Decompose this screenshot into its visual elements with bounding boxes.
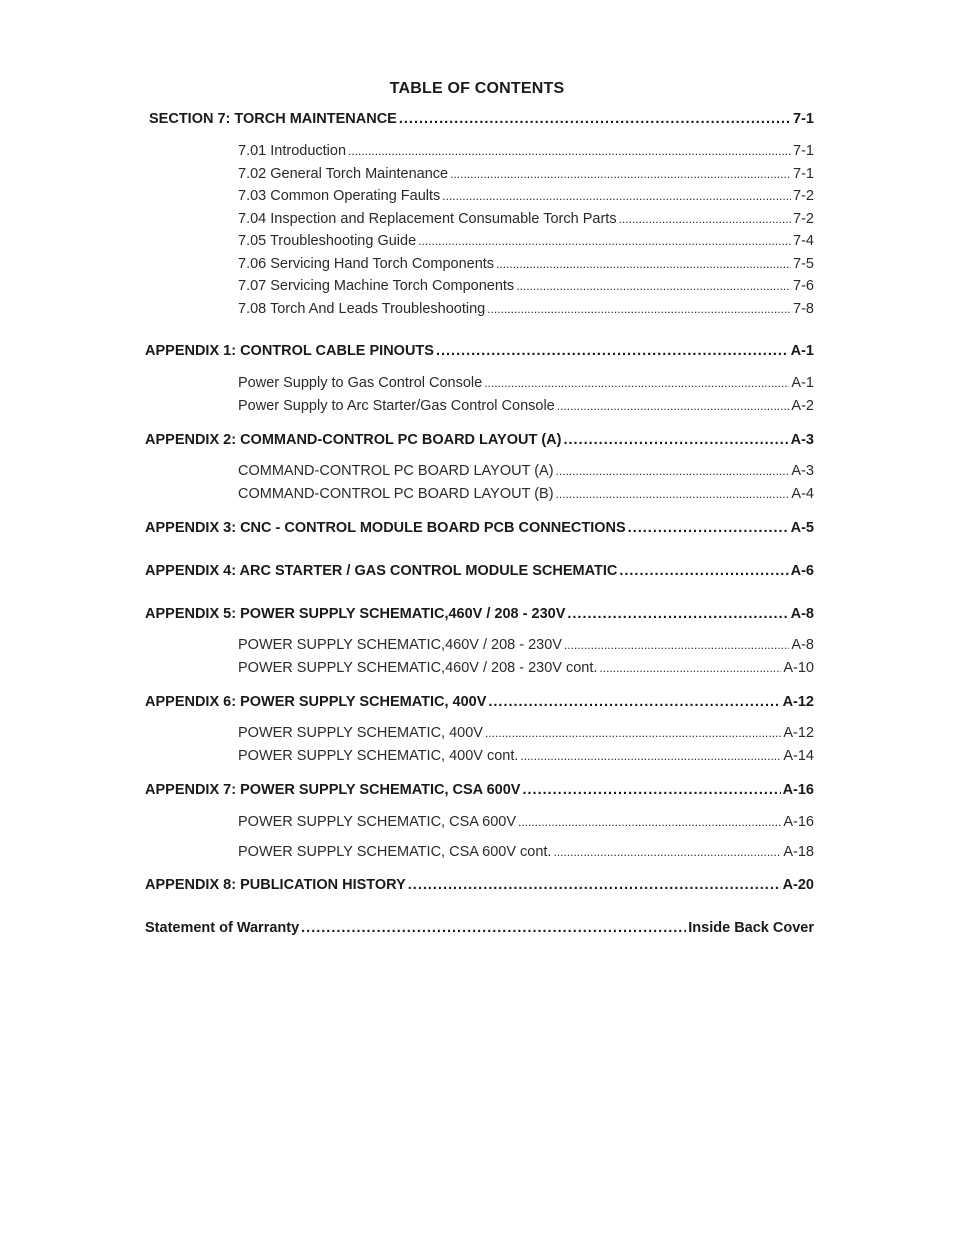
dot-leader (516, 278, 791, 294)
toc-entry-page: 7-1 (793, 143, 814, 159)
toc-entry-label: 7.04 Inspection and Replacement Consumable Torch Parts (238, 211, 617, 227)
toc-entry-appendix-4[interactable] (145, 563, 814, 585)
toc-entry-label: APPENDIX 8: PUBLICATION HISTORY (145, 877, 406, 893)
dot-leader (348, 143, 791, 159)
toc-entry-appendix-7[interactable] (145, 782, 814, 804)
toc-entry-page: A-3 (791, 463, 814, 479)
toc-entry-appendix-1[interactable] (145, 343, 814, 365)
dot-leader (567, 606, 788, 622)
toc-entry-page: A-16 (782, 782, 814, 798)
dot-leader (450, 166, 791, 182)
toc-entry-page: 7-2 (793, 211, 814, 227)
toc-entry-page: 7-6 (793, 278, 814, 294)
toc-entry-page: A-12 (783, 725, 814, 741)
dot-leader (301, 920, 686, 936)
dot-leader (564, 637, 789, 653)
toc-entry-label: COMMAND-CONTROL PC BOARD LAYOUT (A) (238, 463, 554, 479)
dot-leader (556, 486, 790, 502)
toc-entry-page: A-16 (783, 814, 814, 830)
dot-leader (599, 660, 781, 676)
dot-leader (442, 188, 791, 204)
toc-entry-appendix-2-b[interactable] (238, 486, 814, 508)
dot-leader (408, 877, 781, 893)
toc-entry-appendix-3[interactable] (145, 520, 814, 542)
toc-entry-page: A-1 (790, 343, 814, 359)
toc-entry-page: A-5 (790, 520, 814, 536)
toc-entry-appendix-1-b[interactable] (238, 398, 814, 420)
toc-entry-page: Inside Back Cover (688, 920, 814, 936)
toc-entry-section-7[interactable] (149, 111, 814, 133)
toc-entry-page: A-6 (790, 563, 814, 579)
toc-entry-7-06[interactable] (238, 256, 814, 278)
dot-leader (628, 520, 789, 536)
toc-entry-label: 7.01 Introduction (238, 143, 347, 159)
toc-entry-page: A-14 (783, 748, 814, 764)
toc-entry-appendix-6-a[interactable] (238, 725, 814, 747)
dot-leader (484, 375, 789, 391)
toc-entry-appendix-1-a[interactable] (238, 375, 814, 397)
toc-entry-page: A-8 (791, 637, 814, 653)
toc-entry-7-07[interactable] (238, 278, 814, 300)
dot-leader (518, 814, 781, 830)
dot-leader (563, 432, 788, 448)
toc-entry-label: 7.06 Servicing Hand Torch Components (238, 256, 495, 272)
dot-leader (619, 563, 788, 579)
dot-leader (553, 844, 781, 860)
toc-entry-appendix-7-a[interactable] (238, 814, 814, 836)
toc-entry-page: A-10 (783, 660, 814, 676)
toc-entry-appendix-7-b[interactable] (238, 844, 814, 866)
toc-entry-appendix-8[interactable] (145, 877, 814, 899)
toc-entry-appendix-5[interactable] (145, 606, 814, 628)
dot-leader (556, 463, 790, 479)
toc-entry-label: SECTION 7: TORCH MAINTENANCE (149, 111, 397, 127)
toc-entry-label: POWER SUPPLY SCHEMATIC,460V / 208 - 230V cont. (238, 660, 598, 676)
dot-leader (496, 256, 791, 272)
toc-entry-page: A-12 (782, 694, 814, 710)
dot-leader (488, 694, 780, 710)
toc-entry-7-05[interactable] (238, 233, 814, 255)
toc-entry-page: A-20 (782, 877, 814, 893)
toc-entry-label: APPENDIX 6: POWER SUPPLY SCHEMATIC, 400V (145, 694, 487, 710)
toc-entry-label: POWER SUPPLY SCHEMATIC, 400V (238, 725, 483, 741)
toc-entry-appendix-5-a[interactable] (238, 637, 814, 659)
toc-entry-label: APPENDIX 3: CNC - CONTROL MODULE BOARD PCB CONNECTIONS (145, 520, 626, 536)
toc-entry-label: Power Supply to Gas Control Console (238, 375, 483, 391)
dot-leader (436, 343, 789, 359)
toc-entry-appendix-5-b[interactable] (238, 660, 814, 682)
toc-entry-7-08[interactable] (238, 301, 814, 323)
toc-entry-label: 7.08 Torch And Leads Troubleshooting (238, 301, 486, 317)
toc-entry-label: POWER SUPPLY SCHEMATIC,460V / 208 - 230V (238, 637, 562, 653)
toc-entry-label: COMMAND-CONTROL PC BOARD LAYOUT (B) (238, 486, 554, 502)
toc-entry-page: A-1 (791, 375, 814, 391)
dot-leader (520, 748, 781, 764)
toc-entry-7-03[interactable] (238, 188, 814, 210)
toc-entry-page: 7-5 (793, 256, 814, 272)
toc-entry-label: APPENDIX 4: ARC STARTER / GAS CONTROL MODULE SCHEMATIC (145, 563, 618, 579)
toc-entry-page: 7-1 (793, 166, 814, 182)
toc-entry-label: 7.07 Servicing Machine Torch Components (238, 278, 515, 294)
toc-entry-page: 7-8 (793, 301, 814, 317)
dot-leader (557, 398, 790, 414)
toc-entry-7-01[interactable] (238, 143, 814, 165)
dot-leader (522, 782, 780, 798)
toc-entry-page: A-8 (790, 606, 814, 622)
toc-entry-page: A-3 (790, 432, 814, 448)
toc-entry-label: APPENDIX 7: POWER SUPPLY SCHEMATIC, CSA 600V (145, 782, 521, 798)
toc-entry-page: 7-2 (793, 188, 814, 204)
toc-entry-page: A-18 (783, 844, 814, 860)
toc-entry-7-04[interactable] (238, 211, 814, 233)
toc-entry-statement-of-warranty[interactable] (145, 920, 814, 942)
toc-entry-7-02[interactable] (238, 166, 814, 188)
dot-leader (418, 233, 791, 249)
toc-entry-label: APPENDIX 2: COMMAND-CONTROL PC BOARD LAYOUT (A) (145, 432, 562, 448)
toc-entry-page: 7-4 (793, 233, 814, 249)
toc-entry-label: POWER SUPPLY SCHEMATIC, CSA 600V (238, 814, 516, 830)
toc-entry-appendix-2[interactable] (145, 432, 814, 454)
toc-entry-label: 7.02 General Torch Maintenance (238, 166, 449, 182)
toc-entry-page: A-2 (791, 398, 814, 414)
dot-leader (485, 725, 781, 741)
dot-leader (619, 211, 791, 227)
toc-entry-page: A-4 (791, 486, 814, 502)
toc-entry-appendix-6-b[interactable] (238, 748, 814, 770)
toc-entry-page: 7-1 (793, 111, 814, 127)
dot-leader (399, 111, 791, 127)
toc-entry-appendix-6[interactable] (145, 694, 814, 716)
page-title: TABLE OF CONTENTS (389, 80, 565, 97)
toc-entry-label: APPENDIX 1: CONTROL CABLE PINOUTS (145, 343, 434, 359)
toc-entry-label: Power Supply to Arc Starter/Gas Control Console (238, 398, 555, 414)
toc-entry-label: 7.05 Troubleshooting Guide (238, 233, 417, 249)
toc-entry-label: POWER SUPPLY SCHEMATIC, 400V cont. (238, 748, 519, 764)
toc-entry-label: POWER SUPPLY SCHEMATIC, CSA 600V cont. (238, 844, 552, 860)
toc-entry-label: 7.03 Common Operating Faults (238, 188, 441, 204)
dot-leader (487, 301, 791, 317)
toc-entry-label: Statement of Warranty (145, 920, 300, 936)
toc-entry-appendix-2-a[interactable] (238, 463, 814, 485)
toc-entry-label: APPENDIX 5: POWER SUPPLY SCHEMATIC,460V / 208 - 230V (145, 606, 566, 622)
